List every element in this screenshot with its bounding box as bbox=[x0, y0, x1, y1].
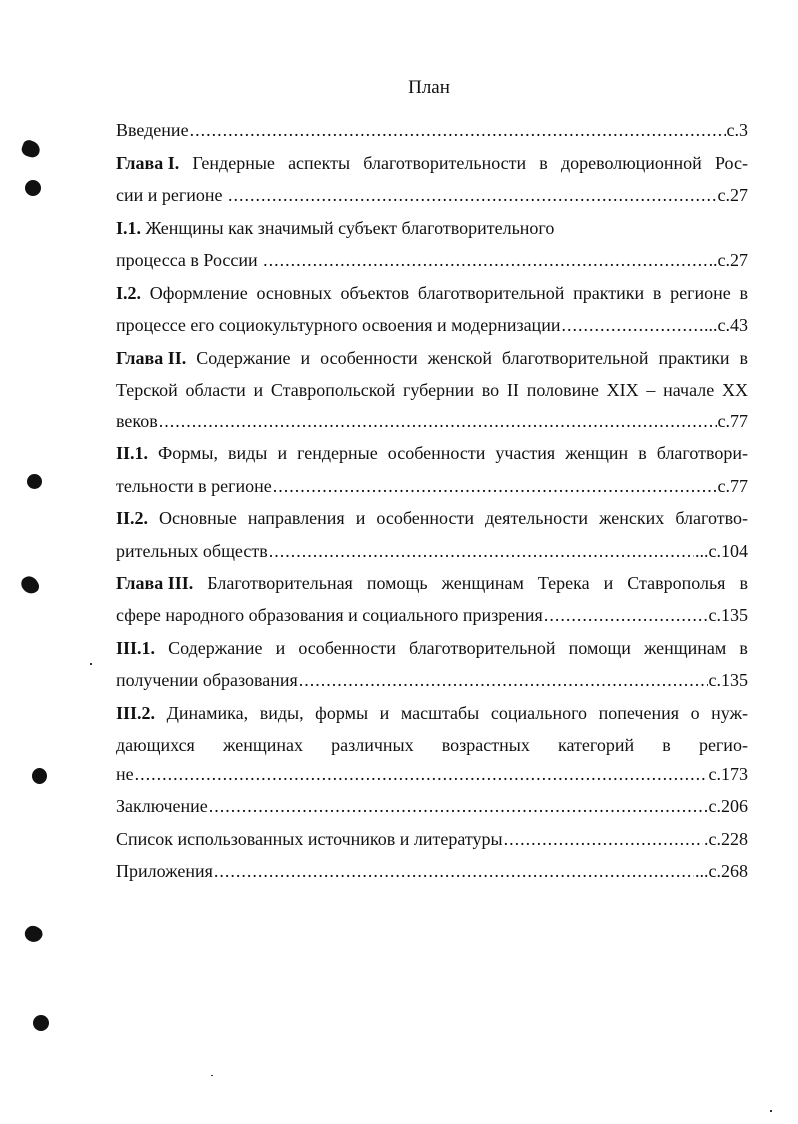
dot-leader bbox=[228, 183, 716, 207]
word: благотвори- bbox=[656, 443, 748, 463]
toc-page-number: с.3 bbox=[726, 120, 748, 140]
word: социального bbox=[490, 703, 588, 723]
toc-entry-text: сфере народного образования и социального призрения bbox=[116, 605, 543, 625]
dot-leader bbox=[209, 794, 708, 818]
word: благотво- bbox=[675, 508, 748, 528]
toc-page-number: с.135 bbox=[708, 670, 748, 690]
dot-leader bbox=[544, 603, 708, 627]
section-label: II.2. bbox=[116, 508, 149, 528]
word: и bbox=[253, 380, 264, 400]
binding-hole bbox=[32, 768, 47, 784]
word: виды, bbox=[259, 703, 304, 723]
word: благотворительной bbox=[501, 348, 649, 368]
toc-entry-text: рительных обществ bbox=[116, 541, 268, 561]
word: области bbox=[185, 380, 246, 400]
dot-leader bbox=[159, 409, 717, 433]
word: Формы, bbox=[158, 443, 218, 463]
word: практики bbox=[658, 348, 730, 368]
toc-entry-chapter-3-cont bbox=[116, 603, 748, 627]
toc-page-number: ...с.104 bbox=[695, 541, 748, 561]
word: и bbox=[355, 508, 366, 528]
word: II bbox=[506, 380, 519, 400]
toc-entry-section-1-2 bbox=[116, 281, 748, 305]
chapter-label: Глава I. bbox=[116, 153, 180, 173]
word: объектов bbox=[340, 283, 410, 303]
word: формы bbox=[315, 703, 369, 723]
toc-entry-section-3-2-line-2 bbox=[116, 733, 748, 757]
word: категорий bbox=[558, 735, 635, 755]
dot-leader bbox=[214, 859, 694, 883]
word: Основные bbox=[159, 508, 237, 528]
toc-entry-section-2-1-cont bbox=[116, 474, 748, 498]
toc-entry-section-3-2 bbox=[116, 701, 748, 725]
word: начале bbox=[663, 380, 715, 400]
word: особенности bbox=[298, 638, 396, 658]
word: дающихся bbox=[116, 735, 195, 755]
word: особенности bbox=[320, 348, 418, 368]
binding-hole bbox=[27, 474, 42, 489]
word: женских bbox=[599, 508, 665, 528]
word: участия bbox=[495, 443, 556, 463]
word: практики bbox=[573, 283, 645, 303]
toc-page-number: ...с.43 bbox=[704, 315, 748, 335]
dot-leader bbox=[504, 827, 703, 851]
word: нуж- bbox=[711, 703, 748, 723]
toc-entry-chapter-3 bbox=[116, 571, 748, 595]
toc-entry-text: Заключение bbox=[116, 796, 208, 816]
toc-entry-section-2-1 bbox=[116, 441, 748, 465]
toc-page-number: с.77 bbox=[717, 411, 748, 431]
word: и bbox=[275, 638, 286, 658]
dot-leader bbox=[263, 248, 712, 272]
section-label: I.2. bbox=[116, 283, 142, 303]
word: Благотворительная bbox=[207, 573, 353, 593]
toc-entry-section-1-2-cont bbox=[116, 313, 748, 337]
toc-entry-sources bbox=[116, 827, 748, 851]
word: в bbox=[638, 443, 647, 463]
binding-blot bbox=[22, 923, 45, 946]
toc-entry-chapter-1-cont bbox=[116, 183, 748, 207]
dot-leader bbox=[561, 313, 703, 337]
word: Ставрополья bbox=[627, 573, 726, 593]
word: направления bbox=[247, 508, 345, 528]
word: – bbox=[646, 380, 656, 400]
word: Содержание bbox=[168, 638, 263, 658]
binding-hole bbox=[33, 1015, 49, 1031]
word: Терека bbox=[537, 573, 590, 593]
toc-entry-introduction bbox=[116, 118, 748, 142]
word: регио- bbox=[698, 735, 748, 755]
toc-page-number: .с.228 bbox=[704, 829, 748, 849]
section-label: III.2. bbox=[116, 703, 156, 723]
toc-page-number: с.135 bbox=[708, 605, 748, 625]
word: женской bbox=[427, 348, 492, 368]
scan-speck bbox=[211, 1075, 213, 1076]
toc-entry-chapter-2-cont bbox=[116, 409, 748, 433]
word: в bbox=[662, 735, 671, 755]
page-title: План bbox=[408, 77, 450, 98]
dot-leader bbox=[269, 539, 694, 563]
word: в bbox=[739, 573, 748, 593]
toc-page-number: с.27 bbox=[717, 185, 748, 205]
word: благотворительности bbox=[363, 153, 527, 173]
word: регионе bbox=[670, 283, 731, 303]
toc-entry-text: получении образования bbox=[116, 670, 298, 690]
word: благотворительной bbox=[408, 638, 556, 658]
word: особенности bbox=[376, 508, 474, 528]
word: Терской bbox=[116, 380, 178, 400]
binding-blot bbox=[19, 573, 42, 597]
word: во bbox=[481, 380, 500, 400]
toc-page-number: с.206 bbox=[708, 796, 748, 816]
toc-page-number: с.173 bbox=[708, 764, 748, 784]
toc-page-number: .с.27 bbox=[713, 250, 748, 270]
word: благотворительной bbox=[417, 283, 565, 303]
toc-entry-text: Женщины как значимый субъект благотворительного bbox=[141, 218, 555, 238]
word: Оформление bbox=[149, 283, 248, 303]
word: дореволюционной bbox=[560, 153, 702, 173]
scan-speck bbox=[90, 663, 92, 665]
word: особенности bbox=[387, 443, 486, 463]
toc-entry-text: тельности в регионе bbox=[116, 476, 272, 496]
word: о bbox=[690, 703, 700, 723]
section-label: III.1. bbox=[116, 638, 156, 658]
toc-entry-section-2-2 bbox=[116, 506, 748, 530]
chapter-label: Глава II. bbox=[116, 348, 187, 368]
scan-speck bbox=[770, 1110, 772, 1112]
toc-entry-section-3-2-cont bbox=[116, 762, 748, 786]
word: в bbox=[739, 283, 748, 303]
word: женщинах bbox=[223, 735, 303, 755]
toc-entry-text: веков bbox=[116, 411, 158, 431]
word: основных bbox=[256, 283, 332, 303]
word: Гендерные bbox=[192, 153, 275, 173]
dot-leader bbox=[273, 474, 717, 498]
word: попечения bbox=[598, 703, 680, 723]
section-label: II.1. bbox=[116, 443, 149, 463]
toc-page-number: с.77 bbox=[717, 476, 748, 496]
toc-entry-appendices bbox=[116, 859, 748, 883]
toc-entry-section-1-1 bbox=[116, 216, 748, 240]
word: в bbox=[539, 153, 548, 173]
dot-leader bbox=[135, 762, 708, 786]
binding-hole bbox=[25, 180, 41, 196]
word: и bbox=[300, 348, 311, 368]
toc-entry-text: Приложения bbox=[116, 861, 213, 881]
word: и bbox=[603, 573, 614, 593]
word: XX bbox=[721, 380, 748, 400]
word: помощь bbox=[366, 573, 428, 593]
word: различных bbox=[331, 735, 414, 755]
word: и bbox=[277, 443, 288, 463]
word: женщин bbox=[565, 443, 629, 463]
toc-entry-text: процессе его социокультурного освоения и модернизации bbox=[116, 315, 561, 335]
word: в bbox=[652, 283, 662, 303]
dot-leader bbox=[299, 668, 708, 692]
toc-entry-section-3-1-cont bbox=[116, 668, 748, 692]
binding-blot bbox=[20, 138, 42, 159]
toc-entry-section-3-1 bbox=[116, 636, 748, 660]
word: в bbox=[739, 638, 748, 658]
word: аспекты bbox=[288, 153, 351, 173]
word: возрастных bbox=[441, 735, 530, 755]
toc-entry-section-1-1-cont bbox=[116, 248, 748, 272]
word: в bbox=[739, 348, 748, 368]
word: XIX bbox=[606, 380, 639, 400]
toc-entry-text: сии и регионе bbox=[116, 185, 228, 205]
word: масштабы bbox=[400, 703, 480, 723]
toc-page-number: ...с.268 bbox=[695, 861, 748, 881]
word: Рос- bbox=[714, 153, 748, 173]
toc-entry-chapter-2 bbox=[116, 346, 748, 370]
toc-entry-text: процесса в России bbox=[116, 250, 263, 270]
word: Динамика, bbox=[166, 703, 249, 723]
word: Содержание bbox=[196, 348, 291, 368]
word: виды bbox=[228, 443, 268, 463]
word: женщинам bbox=[441, 573, 524, 593]
toc-entry-conclusion bbox=[116, 794, 748, 818]
word: губернии bbox=[403, 380, 474, 400]
word: деятельности bbox=[485, 508, 589, 528]
word: половине bbox=[526, 380, 599, 400]
section-label: I.1. bbox=[116, 218, 142, 238]
toc-entry-chapter-2-line-2 bbox=[116, 378, 748, 402]
word: и bbox=[379, 703, 390, 723]
chapter-label: Глава III. bbox=[116, 573, 194, 593]
toc-entry-text: не bbox=[116, 764, 134, 784]
toc-entry-text: Введение bbox=[116, 120, 189, 140]
toc-entry-chapter-1 bbox=[116, 151, 748, 175]
word: помощи bbox=[568, 638, 631, 658]
word: Ставропольской bbox=[270, 380, 396, 400]
dot-leader bbox=[190, 118, 726, 142]
toc-entry-text: Список использованных источников и литературы bbox=[116, 829, 503, 849]
word: женщинам bbox=[643, 638, 727, 658]
toc-entry-section-2-2-cont bbox=[116, 539, 748, 563]
word: гендерные bbox=[297, 443, 378, 463]
